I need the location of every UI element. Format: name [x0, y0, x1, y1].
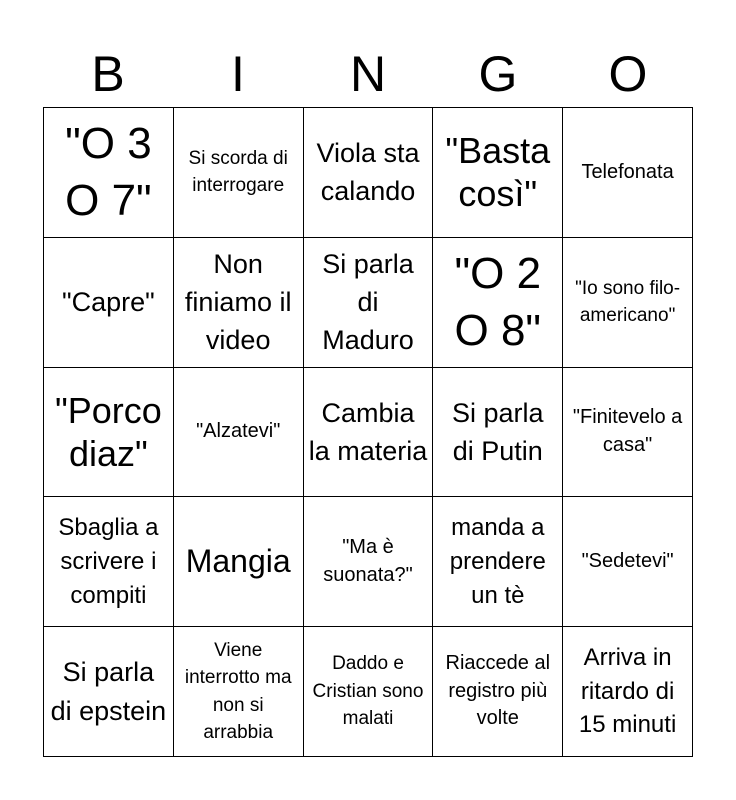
bingo-cell-r4c2[interactable] [174, 497, 304, 627]
bingo-cell-r2c4[interactable] [433, 238, 563, 368]
cell-text: Si parla di epstein [50, 657, 167, 726]
header-letter-g: G [478, 46, 518, 102]
cell-text: "Io sono filo-americano" [575, 277, 681, 327]
cell-text: Sbaglia a scrivere i compiti [58, 514, 159, 609]
bingo-cell-r5c2[interactable] [174, 627, 304, 757]
cell-text: "Ma è suonata?" [323, 536, 413, 586]
bingo-cell-r4c3[interactable] [304, 497, 434, 627]
cell-text: manda a prendere un tè [449, 514, 546, 609]
cell-text: Daddo e Cristian sono malati [312, 653, 424, 730]
cell-text: Si parla di Maduro [322, 248, 414, 356]
cell-text: Telefonata [581, 160, 674, 183]
bingo-cell-r2c1[interactable] [44, 238, 174, 368]
cell-text: "Capre" [62, 287, 155, 318]
bingo-card-grid [43, 107, 693, 757]
header-letter-b: B [91, 46, 125, 102]
cell-text: "Porco diaz" [54, 389, 162, 474]
bingo-cell-r1c5[interactable] [563, 108, 693, 238]
cell-text: "O 2 O 8" [454, 249, 542, 356]
cell-text: Arriva in ritardo di 15 minuti [578, 644, 677, 739]
bingo-cell-r2c3[interactable] [304, 238, 434, 368]
bingo-cell-r4c5[interactable] [563, 497, 693, 627]
cell-text: "Sedetevi" [581, 549, 674, 572]
cell-text: "Alzatevi" [196, 420, 281, 443]
bingo-cell-r3c1[interactable] [44, 368, 174, 498]
bingo-cell-r3c3[interactable] [304, 368, 434, 498]
bingo-cell-r1c2[interactable] [174, 108, 304, 238]
bingo-cell-r5c3[interactable] [304, 627, 434, 757]
bingo-header [43, 40, 693, 108]
bingo-cell-r5c1[interactable] [44, 627, 174, 757]
bingo-cell-r3c5[interactable] [563, 368, 693, 498]
cell-text: Cambia la materia [308, 397, 428, 466]
cell-text: Mangia [185, 543, 291, 580]
bingo-cell-r3c4[interactable] [433, 368, 563, 498]
cell-text: Viene interrotto ma non si arrabbia [184, 639, 292, 744]
bingo-cell-r1c3[interactable] [304, 108, 434, 238]
cell-text: Viola sta calando [316, 138, 420, 207]
header-letter-o: O [608, 46, 648, 102]
cell-text: "O 3 O 7" [65, 119, 152, 226]
bingo-cell-r1c4[interactable] [433, 108, 563, 238]
bingo-cell-r5c5[interactable] [563, 627, 693, 757]
bingo-cell-r3c2[interactable] [174, 368, 304, 498]
bingo-cell-r2c2[interactable] [174, 238, 304, 368]
cell-text: Riaccede al registro più volte [445, 652, 551, 730]
cell-text: "Finitevelo a casa" [572, 406, 683, 456]
cell-text: Si scorda di interrogare [188, 147, 288, 197]
cell-text: "Basta così" [445, 130, 551, 215]
bingo-cell-r4c1[interactable] [44, 497, 174, 627]
header-letter-n: N [349, 46, 387, 102]
cell-text: Si parla di Putin [452, 397, 544, 466]
bingo-cell-r5c4[interactable] [433, 627, 563, 757]
cell-text: Non finiamo il video [184, 248, 292, 356]
bingo-cell-r4c4[interactable] [433, 497, 563, 627]
bingo-cell-r2c5[interactable] [563, 238, 693, 368]
header-letter-i: I [231, 46, 245, 102]
bingo-cell-r1c1[interactable] [44, 108, 174, 238]
